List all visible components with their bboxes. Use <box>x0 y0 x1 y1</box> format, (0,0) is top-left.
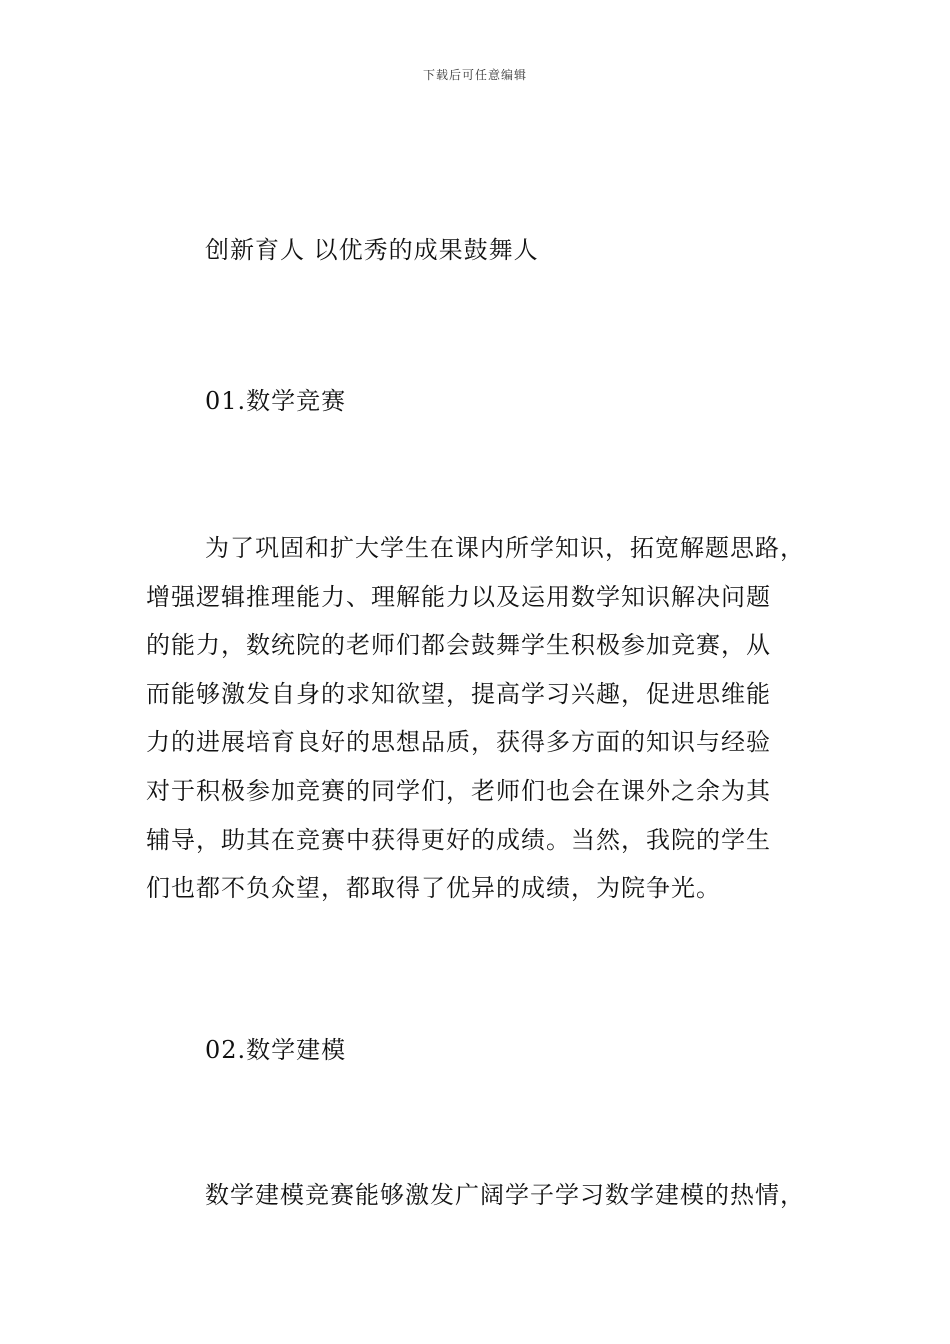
paragraph-line: 为了巩固和扩大学生在课内所学知识，拓宽解题思路， <box>205 534 805 562</box>
paragraph-line: 力的进展培育良好的思想品质，获得多方面的知识与经验 <box>146 728 771 757</box>
section-heading-math-modeling: 02.数学建模 <box>205 1036 347 1064</box>
paragraph-math-modeling <box>146 1171 816 1220</box>
paragraph-line: 数学建模竞赛能够激发广阔学子学习数学建模的热情， <box>205 1181 805 1209</box>
page-header: 下载后可任意编辑 <box>422 68 527 82</box>
paragraph-line: 而能够激发自身的求知欲望，提高学习兴趣，促进思维能 <box>146 679 771 708</box>
paragraph-line: 辅导，助其在竞赛中获得更好的成绩。当然，我院的学生 <box>146 825 771 854</box>
paragraph-math-competition <box>146 524 816 913</box>
paragraph-line: 们也都不负众望，都取得了优异的成绩，为院争光。 <box>146 874 721 903</box>
paragraph-line: 对于积极参加竞赛的同学们，老师们也会在课外之余为其 <box>146 776 771 805</box>
paragraph-line: 的能力，数统院的老师们都会鼓舞学生积极参加竞赛，从 <box>146 631 771 660</box>
paragraph-line: 增强逻辑推理能力、理解能力以及运用数学知识解决问题 <box>146 582 771 611</box>
document-title: 创新育人 以优秀的成果鼓舞人 <box>205 236 539 264</box>
section-heading-math-competition: 01.数学竞赛 <box>205 387 347 415</box>
